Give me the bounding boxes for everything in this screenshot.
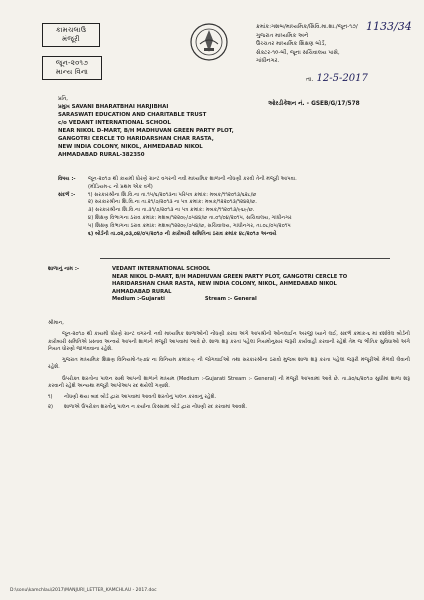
- addressee-line: NEW INDIA COLONY, NIKOL, AHMEDABAD NIKOL: [58, 144, 203, 150]
- school-stream: Stream :- General: [204, 296, 257, 303]
- prati-label: પ્રતિ,: [58, 96, 69, 102]
- reference-item: ૪) શિક્ષણ વિભાગના ઠરાવ ક્રમાંક: મશબ/૧૨૨૦૯/૭૫૪૪/છ તા.૦૧/૦૪/૨૦૧૫, સચિવાલય, ગાંધીનગર: [88, 214, 292, 221]
- school-block: [48, 266, 408, 304]
- reference-item: ૧) સરકારશ્રીના શિ.વિ.ના તા.૧૫/૬/૨૦૧૩ના પરિપત્ર ક્રમાંક: મબક/૧૧૨૦૧૩/૬૨૮/છ: [88, 191, 257, 198]
- subject-block: [58, 176, 413, 238]
- salutation: શ્રીમાન,: [48, 320, 64, 326]
- subject-sub: (મીડિયમ-૮ નો પ્રથમ એક વર્ગ): [88, 183, 153, 190]
- addressee-line: SARASWATI EDUCATION AND CHARITABLE TRUST: [58, 112, 207, 118]
- school-medium: Medium :-Gujarati: [112, 296, 165, 303]
- school-address-line: HARIDARSHAN CHAR RASTA, NEW INDIA COLONY, NIKOL, AHMEDABAD NIKOL: [112, 281, 337, 288]
- addressee-line: AHMADABAD RURAL-382350: [58, 152, 145, 158]
- school-address-line: NEAR NIKOL D-MART, B/H MADHUVAN GREEN PARTY PLOT, GANGOTRI CERCLE TO: [112, 273, 348, 280]
- reference-item: ૬) બોર્ડની તા.૦૨,૦૩,૦૪/૦૫/૨૦૧૭ ની કારોબારી સમિતિના ઠરાવ ક્રમાંક ૪૮/૨૦૧૭ અન્વયે: [88, 230, 277, 237]
- date-label: તા.: [306, 76, 314, 83]
- numbered-item-key: ૧): [48, 394, 53, 401]
- office-line: ક્રમાંક:ગશબ/માધ્યમિક/સિવિ.મા.શા./જૂન-૧૭/: [256, 24, 358, 30]
- addressee-line: c/o VEDANT INTERNATIONAL SCHOOL: [58, 120, 171, 126]
- file-path-footer: D:\sonu\kamchlau\2017\MANJURI_LETTER_KAMCHLAU - 2017.doc: [10, 588, 157, 593]
- subject-label: વિષય :-: [58, 176, 76, 182]
- handwritten-ref-number: 1133/34: [366, 20, 412, 33]
- reference-item: ૨) સરકારશ્રીના શિ.વિ.ના તા.૨૧/૭/૨૦૧૩ ના પત્ર ક્રમાંક: મબક/૧૨૨૦૧૩/૧૨૪૨/છ.: [88, 199, 257, 206]
- numbered-item: [48, 394, 410, 401]
- june-validity-stamp: જૂન-૨૦૧૭ માન્ય વિના: [42, 56, 102, 80]
- office-line: ગુજરાત માધ્યમિક અને: [256, 32, 309, 39]
- numbered-item-text: શાળાએ ઉપરોક્ત શરતોનું પાલન ન કર્યાના કિસ્સામાં બોર્ડ દ્વારા નોંધણી રદ કરવામાં આવશે.: [64, 403, 248, 410]
- reference-label: સંદર્ભ :-: [58, 191, 76, 198]
- addressee-line: GANGOTRI CERCLE TO HARIDARSHAN CHAR RASTA,: [58, 136, 214, 142]
- school-name: VEDANT INTERNATIONAL SCHOOL: [112, 266, 211, 272]
- office-line: ગાંધીનગર.: [256, 58, 280, 65]
- numbered-item-key: ૨): [48, 403, 53, 410]
- office-line: ઉચ્ચતર માધ્યમિક શિક્ષણ બોર્ડ,: [256, 41, 327, 48]
- body-paragraph: ઉપરોક્ત શરતોના પાલન સાથે આપની શાળાને માધ્યમ (Medium :-Gujarati Stream :- General) ની મંજૂરી આપવામાં આવે છે. તા.૩૦/૬/૨૦૧૭ સુધીમાં શાળા શરૂ કરવાની રહેશે અન્યથા મંજૂરી આપોઆપ રદ થયેલી ગણાશે.: [48, 375, 410, 390]
- letter-body: [48, 320, 410, 413]
- reference-item: ૩) સરકારશ્રીના શિ.વિ.ના તા.૩૧/૭/૨૦૧૩ ના પત્ર ક્રમાંક: મબક/૧૧૨૦૧૩/૯૬૯/છ.: [88, 207, 255, 214]
- board-emblem-icon: [189, 22, 229, 62]
- addressee-line: NEAR NIKOL D-MART, B/H MADHUVAN GREEN PARTY PLOT,: [58, 128, 234, 134]
- numbered-item-text: નોંધણી થયા બાદ બોર્ડ દ્વારા આપવામાં આવતી શરતોનું પાલન કરવાનું રહેશે.: [64, 394, 217, 401]
- handwritten-date: [306, 73, 368, 84]
- addressee-line: પ્રમુખ SAVANI BHARATBHAI HARJIBHAI: [58, 104, 169, 110]
- body-paragraph: જૂન-૨૦૧૭ થી કાયમી ધોરણે ગ્રાન્ટ વગરની નવી માધ્યમિક શાળાઓની નોંધણી કરવા અંગે આપશ્રીની ઓનલાઈન અરજી ધ્યાને લઈ, સંદર્ભ ક્રમાંક-૬ માં દર્શાવેલ બોર્ડની કારોબારી સમિતિએ પ્રસ્તાવ અન્વયે આપની શાળાને મંજૂરી આપવામાં આવે છે. શાળા શરૂ કરતાં પહેલાં નિયમોનુસાર જરૂરી કાર્યવાહી કરવાની રહેશે તેમ જ ભૌતિક સુવિધાઓ અંગે નિયત ધોરણો જાળવવાના રહેશે.: [48, 331, 410, 352]
- school-label: શાળાનું નામ :-: [48, 266, 80, 272]
- provisional-approval-stamp: કામચલાઉ મંજૂરી: [42, 23, 100, 47]
- outward-number: ઓરડીકેશન નં. - GSEB/G/17/578: [268, 101, 360, 107]
- body-paragraph: ગુજરાત માધ્યમિક શિક્ષણ વિનિયમો-૧૯૭૪ ના વિનિયમ ક્રમાંક-૯ ની જોગવાઈઓ તથા સરકારશ્રીના ઠરાવો મુજબ શાળા શરૂ કરતા પહેલાં જરૂરી મંજૂરીઓ મેળવી લેવાની રહેશે.: [48, 357, 410, 371]
- addressee-block: [58, 95, 258, 159]
- date-value: 12-5-2017: [316, 73, 368, 84]
- numbered-item: [48, 404, 410, 411]
- subject-text: જૂન-૨૦૧૭ થી કાયમી ધોરણે ગ્રાન્ટ વગરની નવી માધ્યમિક શાળાની નોંધણી કરવી તેની મંજૂરી આપવા.: [88, 176, 297, 182]
- office-line: સેક્ટર-૧૦-બી, જૂના સચિવાલય પાસે,: [256, 49, 340, 56]
- reference-item: ૫) શિક્ષણ વિભાગના ઠરાવ ક્રમાંક: મશબ/૧૨૨૦૯/૭૫૪/છ, સચિવાલય, ગાંધીનગર, તા.૦૮/૦૫/૨૦૧૫: [88, 222, 291, 229]
- divider: [100, 258, 390, 259]
- school-address-line: AHMADABAD RURAL: [112, 288, 172, 295]
